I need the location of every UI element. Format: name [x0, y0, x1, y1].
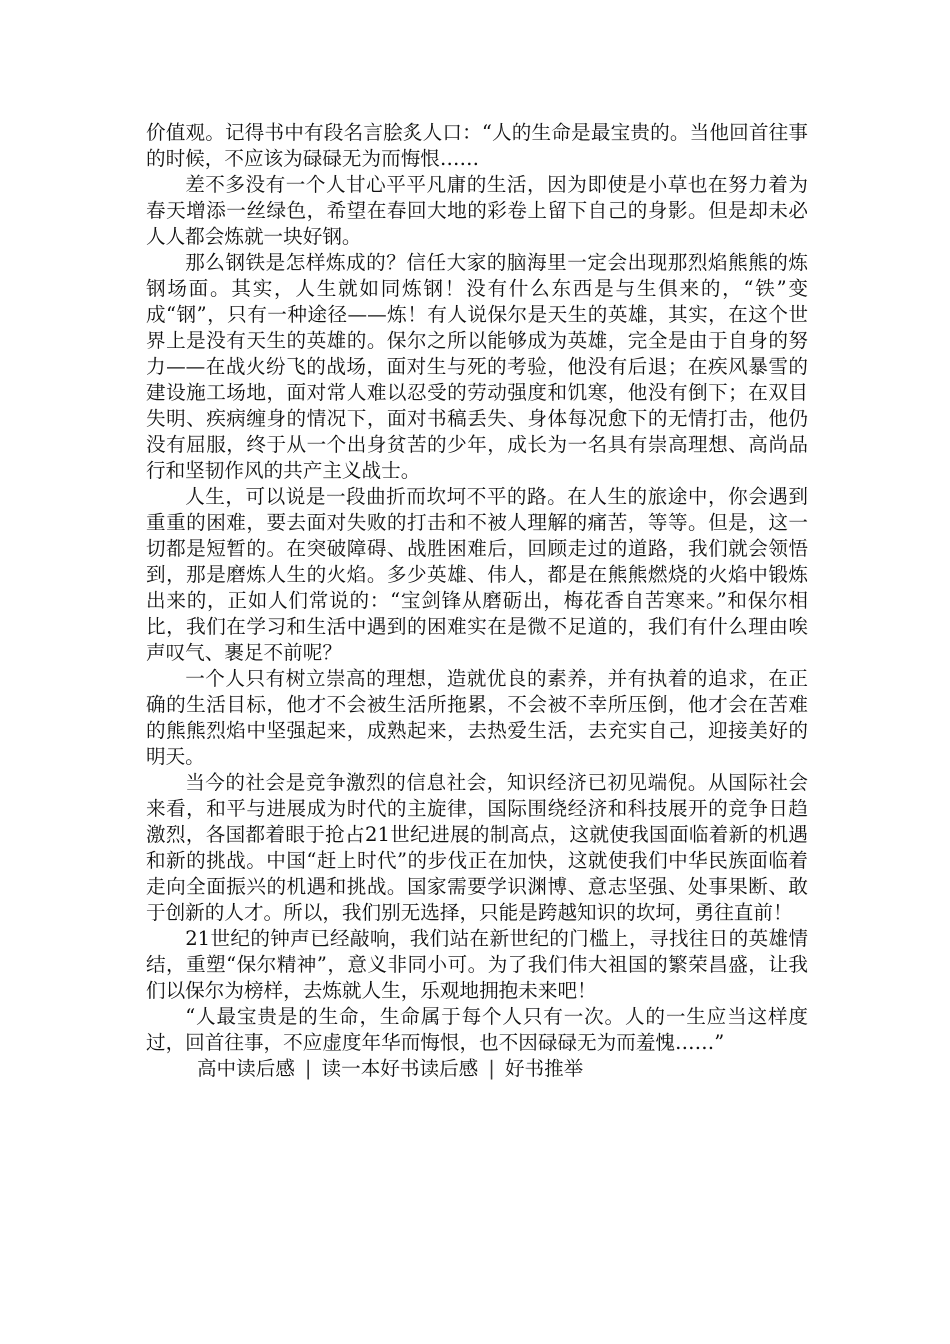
paragraph-6: 当今的社会是竞争激烈的信息社会，知识经济已初见端倪。从国际社会来看，和平与进展成为时代的主旋律，国际围绕经济和科技展开的竞争日趋激烈，各国都着眼于抢占21世纪进展的制高点，这就使我国面临着新的机遇和新的挑战。中国“赶上时代”的步伐正在加快，这就使我们中华民族面临着走向全面振兴的机遇和挑战。国家需要学识渊博、意志坚强、处事果断、敢于创新的人才。所以，我们别无选择，只能是跨越知识的坎坷，勇往直前！ — [146, 771, 808, 924]
closing-quote: “人最宝贵是的生命，生命属于每个人只有一次。人的一生应当这样度过，回首往事，不应虚度年华而悔恨，也不因碌碌无为而羞愧……” — [146, 1005, 808, 1054]
paragraph-3: 那么钢铁是怎样炼成的？信任大家的脑海里一定会出现那烈焰熊熊的炼钢场面。其实，人生就如同炼钢！没有什么东西是与生俱来的，“铁”变成“钢”，只有一种途径——炼！有人说保尔是天生的英雄，其实，在这个世界上是没有天生的英雄的。保尔之所以能够成为英雄，完全是由于自身的努力——在战火纷飞的战场，面对生与死的考验，他没有后退；在疾风暴雪的建设施工场地，面对常人难以忍受的劳动强度和饥寒，他没有倒下；在双目失明、疾病缠身的情况下，面对书稿丢失、身体每况愈下的无情打击，他仍没有屈服，终于从一个出身贫苦的少年，成长为一名具有崇高理想、高尚品行和坚韧作风的共产主义战士。 — [146, 251, 808, 482]
paragraph-2: 差不多没有一个人甘心平平凡庸的生活，因为即使是小草也在努力着为春天增添一丝绿色，希望在春回大地的彩卷上留下自己的身影。但是却未必人人都会炼就一块好钢。 — [146, 173, 808, 248]
article-body — [146, 120, 808, 1082]
paragraph-4: 人生，可以说是一段曲折而坎坷不平的路。在人生的旅途中，你会遇到重重的困难，要去面对失败的打击和不被人理解的痛苦，等等。但是，这一切都是短暂的。在突破障碍、战胜困难后，回顾走过的道路，我们就会领悟到，那是磨炼人生的火焰。多少英雄、伟人，都是在熊熊燃烧的火焰中锻炼出来的，正如人们常说的：“宝剑锋从磨砺出，梅花香自苦寒来。”和保尔相比，我们在学习和生活中遇到的困难实在是微不足道的，我们有什么理由唉声叹气、裹足不前呢？ — [146, 485, 808, 664]
paragraph-5: 一个人只有树立崇高的理想，造就优良的素养，并有执着的追求，在正确的生活目标，他才不会被生活所拖累，不会被不幸所压倒，他才会在苦难的熊熊烈焰中坚强起来，成熟起来，去热爱生活，去充实自己，迎接美好的明天。 — [146, 667, 808, 768]
related-links — [146, 1056, 808, 1082]
link-book-recommendation[interactable]: 好书推举 — [504, 1057, 584, 1080]
paragraph-1: 价值观。记得书中有段名言脍炙人口：“人的生命是最宝贵的。当他回首往事的时候，不应该为碌碌无为而悔恨…… — [146, 121, 808, 170]
link-separator: | — [488, 1057, 495, 1080]
link-good-book-review[interactable]: 读一本好书读后感 — [321, 1057, 479, 1080]
link-separator: | — [304, 1057, 312, 1080]
paragraph-7: 21世纪的钟声已经敲响，我们站在新世纪的门槛上，寻找往日的英雄情结，重塑“保尔精神”，意义非同小可。为了我们伟大祖国的繁荣昌盛，让我们以保尔为榜样，去炼就人生，乐观地拥抱未来吧！ — [146, 927, 808, 1002]
link-high-school-review[interactable]: 高中读后感 — [196, 1057, 295, 1080]
